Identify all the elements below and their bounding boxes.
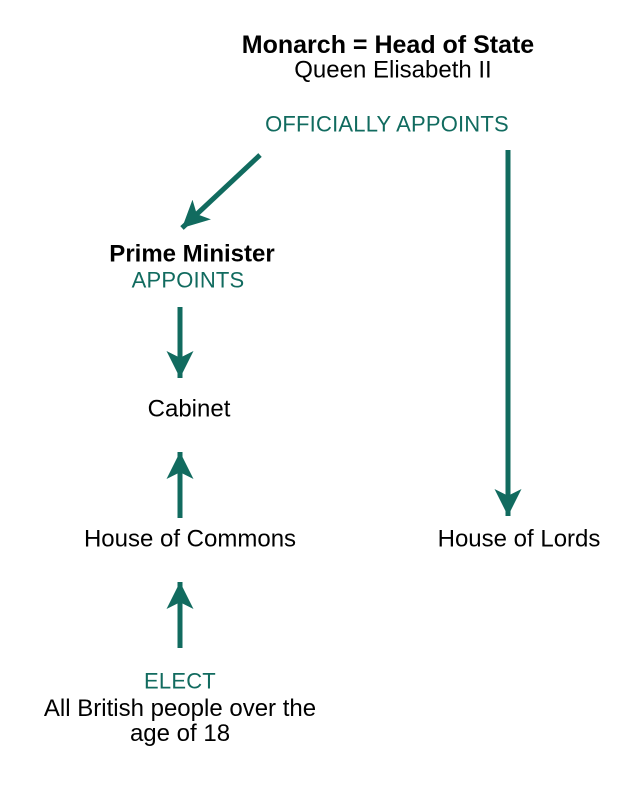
officially-appoints-label: OFFICIALLY APPOINTS (265, 111, 509, 137)
monarch-to-pm-arrow (182, 155, 260, 228)
house-of-lords-node: House of Lords (437, 525, 601, 553)
monarch-node-subtitle: Queen Elisabeth II (294, 56, 492, 84)
cabinet-node: Cabinet (147, 395, 231, 423)
electorate-node-line1: All British people over the (43, 695, 317, 722)
electorate-node-line2: age of 18 (129, 720, 231, 747)
appoints-label: APPOINTS (131, 267, 245, 293)
prime-minister-node: Prime Minister (109, 240, 275, 268)
monarch-node-title: Monarch = Head of State (241, 31, 535, 59)
electorate-node (44, 696, 316, 746)
house-of-commons-node: House of Commons (83, 525, 297, 553)
elect-label: ELECT (144, 668, 216, 694)
